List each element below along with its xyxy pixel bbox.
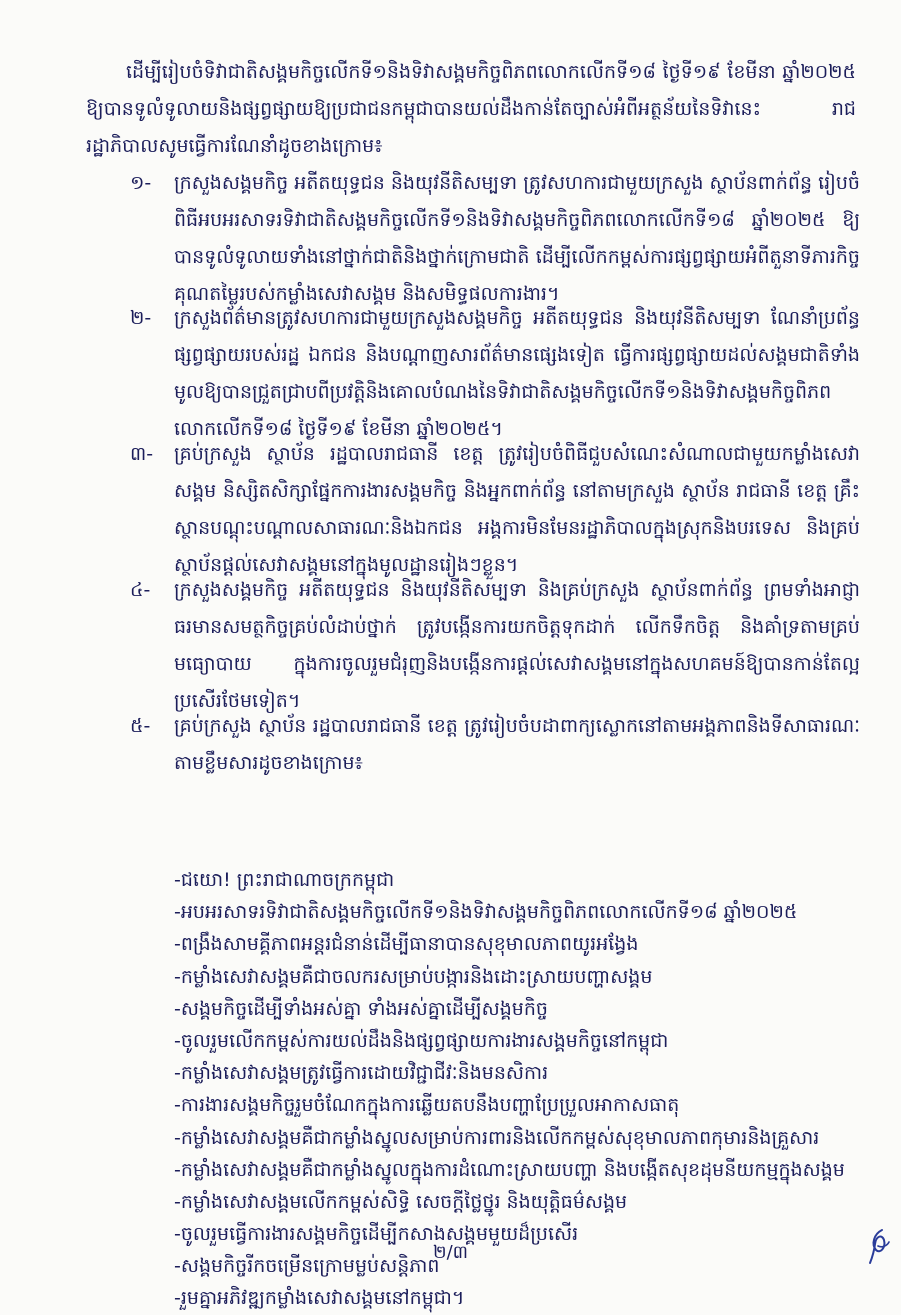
directive-item-1 xyxy=(130,165,860,313)
slogan-item: -ចូលរួមធ្វើការងារសង្គមកិច្ចដើម្បីកសាងសង្គមមួយដ៏ប្រសើរ xyxy=(174,1223,579,1246)
item-text: ក្រសួងសង្គមកិច្ច អតីតយុទ្ធជន និងយុវនីតិសម្បទា និងគ្រប់ក្រសួង ស្ថាប័នពាក់ព័ន្ធ ព្រមទាំងអាជ្ញាធរមានសមត្ថកិច្ចគ្រប់លំដាប់ថ្នាក់ ត្រូវបង្កើនការយកចិត្តទុកដាក់ លើកទឹកចិត្ត និងគាំទ្រតាមគ្រប់មធ្យោបាយ ក្នុងការចូលរួមជំរុញនិងបង្កើនការផ្តល់សេវាសង្គមនៅក្នុងសហគមន៍ឱ្យបានកាន់តែល្អប្រសើរថែមទៀត។ xyxy=(174,579,860,712)
slogan-item: -ពង្រឹងសាមគ្គីភាពអន្តរជំនាន់ដើម្បីធានាបានសុខុមាលភាពយូរអង្វែង xyxy=(174,933,639,956)
item-text: គ្រប់ក្រសួង ស្ថាប័ន រដ្ឋបាលរាជធានី ខេត្ត ត្រូវរៀបចំបដាពាក្យស្លោកនៅតាមអង្គភាពនិងទីសាធារណៈតាមខ្លឹមសារដូចខាងក្រោម៖ xyxy=(174,715,860,774)
slogan-item: -កម្លាំងសេវាសង្គមត្រូវធ្វើការដោយវិជ្ជាជីវៈនិងមនសិការ xyxy=(174,1062,549,1085)
item-number: ៥- xyxy=(130,715,151,737)
handwritten-initial-icon xyxy=(866,1226,892,1266)
slogan-item: -ជយោ! ព្រះរាជាណាចក្រកម្ពុជា xyxy=(174,869,395,891)
slogan-item: -កម្លាំងសេវាសង្គមលើកកម្ពស់សិទ្ធិ សេចក្តីថ្លៃថ្នូរ និងយុត្តិធម៌សង្គម xyxy=(174,1190,628,1213)
slogan-item: -រួមគ្នាអភិវឌ្ឍកម្លាំងសេវាសង្គមនៅកម្ពុជា។ xyxy=(174,1287,465,1310)
item-text: ក្រសួងព័ត៌មានត្រូវសហការជាមួយក្រសួងសង្គមកិច្ច អតីតយុទ្ធជន និងយុវនីតិសម្បទា ណែនាំប្រព័ន្ធផ្សព្វផ្សាយរបស់រដ្ឋ ឯកជន និងបណ្តាញសារព័ត៌មានផ្សេងទៀត ធ្វើការផ្សព្វផ្សាយដល់សង្គមជាតិទាំងមូលឱ្យបានជ្រួតជ្រាបពីប្រវត្តិនិងគោលបំណងនៃទិវាជាតិសង្គមកិច្ចលើកទី១និងទិវាសង្គមកិច្ចពិភពលោកលើកទី១៨ ថ្ងៃទី១៩ ខែមីនា ឆ្នាំ២០២៥។ xyxy=(174,307,860,440)
item-text: គ្រប់ក្រសួង ស្ថាប័ន រដ្ឋបាលរាជធានី ខេត្ត ត្រូវរៀបចំពិធីជួបសំណេះសំណាលជាមួយកម្លាំងសេវាសង្គម និស្សិតសិក្សាផ្នែកការងារសង្គមកិច្ច និងអ្នកពាក់ព័ន្ធ នៅតាមក្រសួង ស្ថាប័ន រាជធានី ខេត្ត គ្រឹះស្ថានបណ្តុះបណ្តាលសាធារណៈនិងឯកជន អង្គការមិនមែនរដ្ឋាភិបាលក្នុងស្រុកនិងបរទេស និងគ្រប់ស្ថាប័នផ្តល់សេវាសង្គមនៅក្នុងមូលដ្ឋានរៀងៗខ្លួន។ xyxy=(174,443,860,576)
item-number: ៤- xyxy=(130,579,151,601)
slogan-item: -កម្លាំងសេវាសង្គមគឺជាចលករសម្រាប់បង្ការនិងដោះស្រាយបញ្ហាសង្គម xyxy=(174,965,653,988)
directive-item-4 xyxy=(130,572,860,720)
directive-item-5 xyxy=(130,708,860,782)
slogan-item: -សង្គមកិច្ចដើម្បីទាំងអស់គ្នា ទាំងអស់គ្នាដើម្បីសង្គមកិច្ច xyxy=(174,997,548,1020)
slogan-item: -អបអរសាទរទិវាជាតិសង្គមកិច្ចលើកទី១និងទិវាសង្គមកិច្ចពិភពលោកលើកទី១៨ ឆ្នាំ២០២៥ xyxy=(174,901,798,924)
intro-paragraph: ដើម្បីរៀបចំទិវាជាតិសង្គមកិច្ចលើកទី១និងទិវាសង្គមកិច្ចពិភពលោកលើកទី១៨ ថ្ងៃទី១៩ ខែមីនា ឆ្នាំ២០២៥ ឱ្យបានទូលំទូលាយនិងផ្សព្វផ្សាយឱ្យប្រជាជនកម្ពុជាបានយល់ដឹងកាន់តែច្បាស់អំពីអត្ថន័យនៃទិវានេះ រាជរដ្ឋាភិបាលសូមធ្វើការណែនាំដូចខាងក្រោម៖ xyxy=(86,61,856,157)
item-number: ៣- xyxy=(130,443,154,465)
item-number: ២- xyxy=(130,307,152,329)
slogan-item: -កម្លាំងសេវាសង្គមគឺជាកម្លាំងស្នូលក្នុងការដំណោះស្រាយបញ្ហា និងបង្កើតសុខដុមនីយកម្មក្នុងសង្គម xyxy=(174,1158,845,1181)
directive-item-3 xyxy=(130,436,860,584)
slogan-item: -ការងារសង្គមកិច្ចរួមចំណែកក្នុងការឆ្លើយតបនឹងបញ្ហាប្រែប្រួលអាកាសធាតុ xyxy=(174,1094,680,1117)
page-number: ២/៣ xyxy=(432,1242,469,1263)
slogan-item: -ចូលរួមលើកកម្ពស់ការយល់ដឹងនិងផ្សព្វផ្សាយការងារសង្គមកិច្ចនៅកម្ពុជា xyxy=(174,1029,669,1052)
item-number: ១- xyxy=(130,172,152,194)
item-text: ក្រសួងសង្គមកិច្ច អតីតយុទ្ធជន និងយុវនីតិសម្បទា ត្រូវសហការជាមួយក្រសួង ស្ថាប័នពាក់ព័ន្ធ រៀបចំពិធីអបអរសាទរទិវាជាតិសង្គមកិច្ចលើកទី១និងទិវាសង្គមកិច្ចពិភពលោកលើកទី១៨ ឆ្នាំ២០២៥ ឱ្យបានទូលំទូលាយទាំងនៅថ្នាក់ជាតិនិងថ្នាក់ក្រោមជាតិ ដើម្បីលើកកម្ពស់ការផ្សព្វផ្សាយអំពីតួនាទីភារកិច្ច គុណតម្លៃរបស់កម្លាំងសេវាសង្គម និងសមិទ្ធផលការងារ។ xyxy=(174,172,860,305)
slogan-item: -សង្គមកិច្ចរីកចម្រើនក្រោមម្លប់សន្តិភាព xyxy=(174,1255,440,1278)
directive-item-2 xyxy=(130,300,860,448)
slogan-item: -កម្លាំងសេវាសង្គមគឺជាកម្លាំងស្នូលសម្រាប់ការពារនិងលើកកម្ពស់សុខុមាលភាពកុមារនិងគ្រួសារ xyxy=(174,1126,820,1149)
